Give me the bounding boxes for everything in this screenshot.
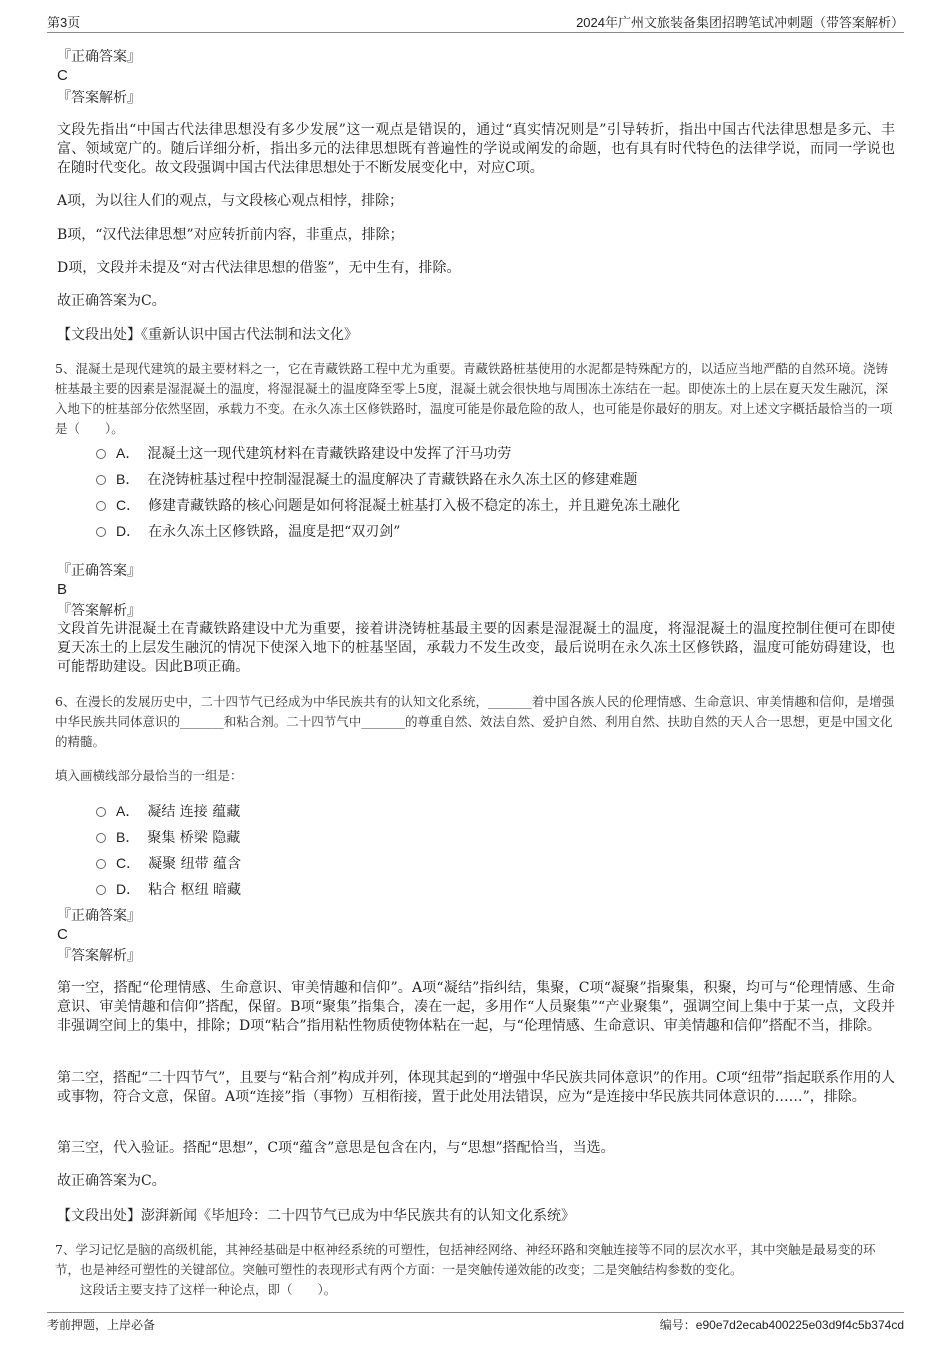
footer-slogan: 考前押题，上岸必备	[47, 1318, 156, 1332]
correct-answer-tag: 『正确答案』	[57, 563, 141, 579]
option-b[interactable]: B． 聚集 桥梁 隐藏	[96, 827, 240, 848]
page-number: 第3页	[47, 15, 81, 30]
page-footer	[47, 1312, 904, 1332]
question-prompt: 填入画横线部分最恰当的一组是：	[55, 768, 243, 783]
correct-answer: C	[57, 926, 68, 943]
analysis-paragraph: A项，为以往人们的观点，与文段核心观点相悖，排除；	[57, 193, 404, 209]
option-b[interactable]: B． 在浇铸桩基过程中控制湿混凝土的温度解决了青藏铁路在永久冻土区的修建难题	[96, 469, 637, 490]
analysis-paragraph: 第三空，代入验证。搭配“思想”，C项“蕴含”意思是包含在内，与“思想”搭配恰当，当选。	[57, 1140, 615, 1156]
correct-answer: B	[57, 581, 68, 598]
source-citation: 【文段出处】《重新认识中国古代法制和法文化》	[57, 327, 358, 343]
radio-icon[interactable]	[96, 475, 106, 485]
question-stem: 5、混凝土是现代建筑的最主要材料之一，它在青藏铁路工程中尤为重要。青藏铁路桩基使用的水泥都是特殊配方的，以适应当地严酷的自然环境。浇铸桩基最主要的因素是湿混凝土的温度，将湿混凝土的温度降至零上5度，混凝土就会很快地与周围冻土冻结在一起。即使冻土的上层在夏天发生融沉，深入地下的桩基部分依然坚固，承载力不变。在永久冻土区修铁路时，温度可能是你最危险的敌人，也可能是你最好的朋友。对上述文字概括最恰当的一项是（ ）。	[55, 361, 893, 436]
option-a[interactable]: A． 混凝土这一现代建筑材料在青藏铁路建设中发挥了汗马功劳	[96, 443, 511, 464]
radio-icon[interactable]	[96, 859, 106, 869]
radio-icon[interactable]	[96, 885, 106, 895]
option-c[interactable]: C． 修建青藏铁路的核心问题是如何将混凝土桩基打入极不稳定的冻土，并且避免冻土融化	[96, 495, 680, 516]
option-d[interactable]: D． 在永久冻土区修铁路，温度是把“双刃剑”	[96, 521, 400, 542]
analysis-tag: 『答案解析』	[57, 603, 141, 619]
analysis-paragraph: 第二空，搭配“二十四节气”，且要与“粘合剂”构成并列，体现其起到的“增强中华民族共同体意识”的作用。C项“纽带”指起联系作用的人或事物，符合文意，保留。A项“连接”指（事物）互相衔接，置于此处用法错误，应为“是连接中华民族共同体意识的……”，排除。	[57, 1070, 895, 1105]
question-prompt: 这段话主要支持了这样一种论点，即（ ）。	[80, 1282, 337, 1297]
analysis-paragraph: 文段先指出“中国古代法律思想没有多少发展”这一观点是错误的，通过“真实情况则是”引导转折，指出中国古代法律思想是多元、丰富、领域宽广的。随后详细分析，指出多元的法律思想既有普遍性的学说或阐发的命题，也有具有时代特色的法律学说，而同一学说也在随时代变化。故文段强调中国古代法律思想处于不断发展变化中，对应C项。	[57, 122, 895, 176]
analysis-paragraph: 第一空，搭配“伦理情感、生命意识、审美情趣和信仰”。A项“凝结”指纠结，集聚，C项“凝聚”指聚集，积聚，均可与“伦理情感、生命意识、审美情趣和信仰”搭配，保留。B项“聚集”指集合，凑在一起，多用作“人员聚集”“产业聚集”，强调空间上集中于某一点，文段并非强调空间上的集中，排除；D项“粘合”指用粘性物质使物体粘在一起，与“伦理情感、生命意识、审美情趣和信仰”搭配不当，排除。	[57, 980, 895, 1034]
page-header	[47, 12, 904, 33]
question-stem: 6、在漫长的发展历史中，二十四节气已经成为中华民族共有的认知文化系统，_______着中国各族人民的伦理情感、生命意识、审美情趣和信仰，是增强中华民族共同体意识的_______和粘合剂。二十四节气中_______的尊重自然、效法自然、爱护自然、利用自然、扶助自然的天人合一思想，更是中国文化的精髓。	[55, 694, 895, 749]
correct-answer: C	[57, 67, 68, 84]
option-d[interactable]: D． 粘合 枢纽 暗藏	[96, 879, 241, 900]
analysis-tag: 『答案解析』	[57, 90, 141, 106]
analysis-paragraph: 文段首先讲混凝土在青藏铁路建设中尤为重要，接着讲浇铸桩基最主要的因素是湿混凝土的温度，将湿混凝土的温度控制住便可在即使夏天冻土的上层发生融沉的情况下使深入地下的桩基坚固，承载力不发生改变，最后说明在永久冻土区修铁路，温度可能妨碍建设，也可能帮助建设。因此B项正确。	[57, 621, 895, 675]
radio-icon[interactable]	[96, 527, 106, 537]
correct-answer-tag: 『正确答案』	[57, 908, 141, 924]
option-c[interactable]: C． 凝聚 纽带 蕴含	[96, 853, 241, 874]
analysis-paragraph: 故正确答案为C。	[57, 293, 166, 309]
analysis-paragraph: B项，“汉代法律思想”对应转折前内容，非重点，排除；	[57, 227, 404, 243]
correct-answer-tag: 『正确答案』	[57, 49, 141, 65]
analysis-paragraph: D项，文段并未提及“对古代法律思想的借鉴”，无中生有，排除。	[57, 260, 461, 276]
radio-icon[interactable]	[96, 807, 106, 817]
radio-icon[interactable]	[96, 501, 106, 511]
document-title: 2024年广州文旅装备集团招聘笔试冲刺题（带答案解析）	[576, 15, 904, 30]
analysis-tag: 『答案解析』	[57, 948, 141, 964]
radio-icon[interactable]	[96, 449, 106, 459]
question-stem: 7、学习记忆是脑的高级机能，其神经基础是中枢神经系统的可塑性，包括神经网络、神经环路和突触连接等不同的层次水平，其中突触是最易变的环节，也是神经可塑性的关键部位。突触可塑性的表现形式有两个方面：一是突触传递效能的改变；二是突触结构参数的变化。	[55, 1242, 876, 1277]
document-id: 编号：e90e7d2ecab400225e03d9f4c5b374cd	[659, 1318, 904, 1332]
analysis-paragraph: 故正确答案为C。	[57, 1173, 166, 1189]
radio-icon[interactable]	[96, 833, 106, 843]
option-a[interactable]: A． 凝结 连接 蕴藏	[96, 801, 240, 822]
source-citation: 【文段出处】澎湃新闻《毕旭玲：二十四节气已成为中华民族共有的认知文化系统》	[57, 1208, 575, 1224]
